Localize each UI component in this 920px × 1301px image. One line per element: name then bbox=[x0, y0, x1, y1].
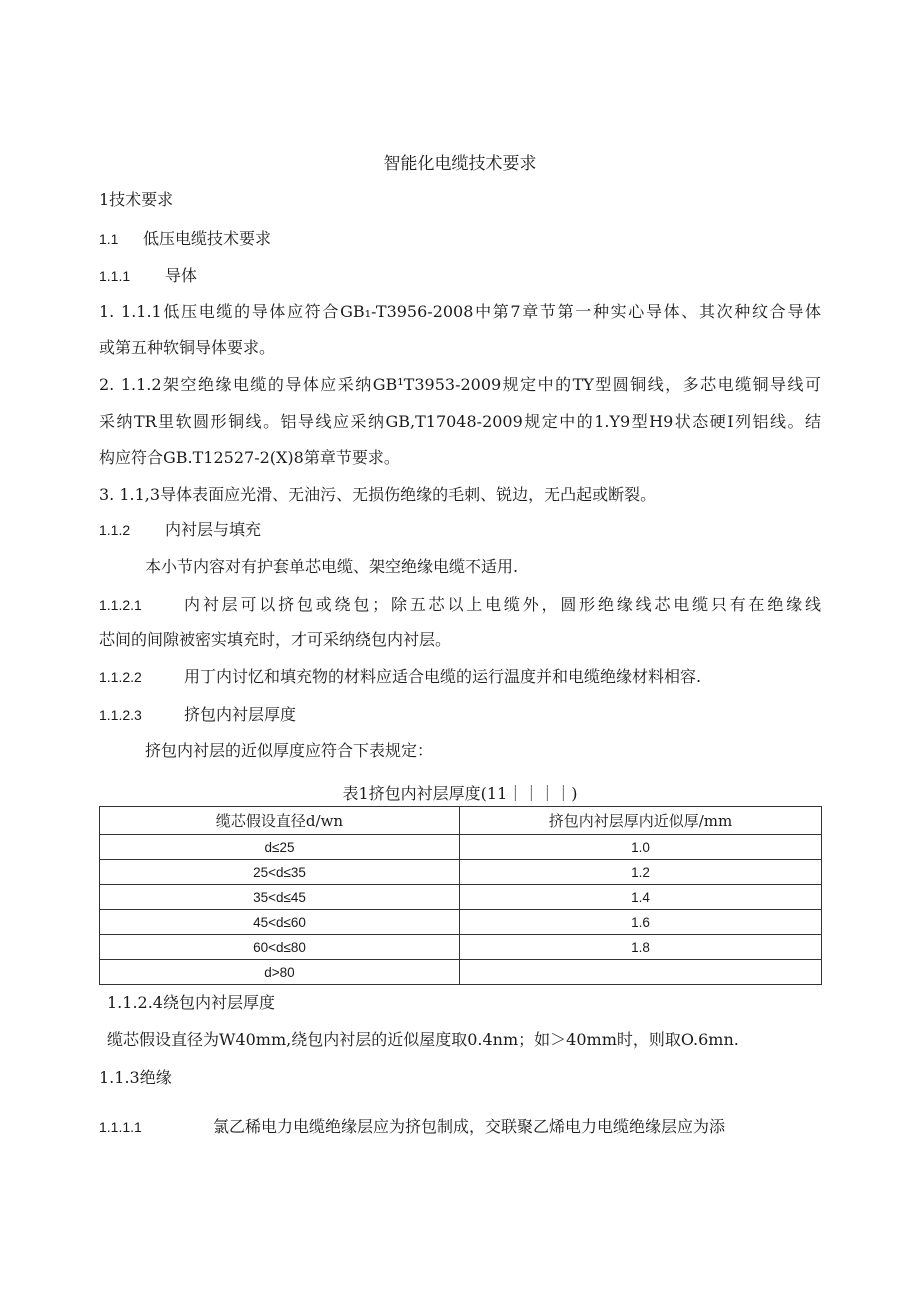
paragraph-3: 3. 1.1,3导体表面应光滑、无油污、无损伤绝缘的毛刺、锐边，无凸起或断裂。 bbox=[99, 485, 657, 504]
section-1-1-1-heading: 导体 bbox=[165, 266, 198, 285]
table-row bbox=[100, 860, 822, 885]
paragraph-1-line-2: 或第五种软铜导体要求。 bbox=[99, 338, 276, 357]
paragraph-1-line-1: 1. 1.1.1低压电缆的导体应符合GB₁-T3956-2008中第7章节第一种实心导体、其次种纹合导体 bbox=[99, 302, 821, 321]
paragraph-5: 挤包内衬层的近似厚度应符合下表规定： bbox=[145, 741, 434, 760]
section-1-1-2-3-number: 1.1.2.3 bbox=[99, 707, 142, 723]
paragraph-2-line-1: 2. 1.1.2架空绝缘电缆的导体应采纳GB¹T3953-2009规定中的TY型圆铜线，多芯电缆铜导线可 bbox=[99, 375, 821, 394]
table-row bbox=[100, 960, 822, 985]
paragraph-2-line-2: 采纳TR里软圆形铜线。铝导线应采纳GB,T17048-2009规定中的1.Y9型H9状态硬I列铝线。结 bbox=[99, 412, 821, 431]
table-cell: 60<d≤80 bbox=[100, 935, 460, 960]
table-row bbox=[100, 885, 822, 910]
page-title: 智能化电缆技术要求 bbox=[383, 154, 537, 174]
table-cell bbox=[460, 960, 822, 985]
section-1-1-2-3-heading: 挤包内衬层厚度 bbox=[184, 705, 297, 724]
section-1-1-2-2-number: 1.1.2.2 bbox=[99, 669, 142, 685]
table-header-thickness: 挤包内衬层厚内近似厚/mm bbox=[460, 807, 822, 835]
section-1-1-1-1-number: 1.1.1.1 bbox=[99, 1119, 142, 1135]
table-cell: 1.0 bbox=[460, 835, 822, 860]
paragraph-6: 缆芯假设直径为W40mm,绕包内衬层的近似屋度取0.4nm；如＞40mm时，则取O.6mn. bbox=[107, 1030, 739, 1049]
table-cell: 1.2 bbox=[460, 860, 822, 885]
section-1-heading: 1技术要求 bbox=[99, 190, 174, 209]
table-cell: d≤25 bbox=[100, 835, 460, 860]
table-cell: 25<d≤35 bbox=[100, 860, 460, 885]
section-1-1-2-1-line-2: 芯间的间隙被密实填充时，才可采纳绕包内衬层。 bbox=[99, 630, 452, 649]
table-header-row bbox=[100, 807, 822, 835]
thickness-table bbox=[99, 806, 822, 985]
table-cell: 1.6 bbox=[460, 910, 822, 935]
section-1-1-1-1-text: 氯乙稀电力电缆绝缘层应为挤包制成，交联聚乙烯电力电缆绝缘层应为添 bbox=[213, 1117, 726, 1136]
table-cell: 35<d≤45 bbox=[100, 885, 460, 910]
table-cell: 45<d≤60 bbox=[100, 910, 460, 935]
section-1-1-3-heading: 1.1.3绝缘 bbox=[99, 1068, 172, 1087]
table-cell: d>80 bbox=[100, 960, 460, 985]
table-cell: 1.4 bbox=[460, 885, 822, 910]
section-1-1-2-2-text: 用丁内讨忆和填充物的材料应适合电缆的运行温度并和电缆绝缘材料相容. bbox=[184, 667, 702, 686]
table-cell: 1.8 bbox=[460, 935, 822, 960]
section-1-1-2-heading: 内衬层与填充 bbox=[165, 520, 262, 539]
paragraph-4: 本小节内容对有护套单芯电缆、架空绝缘电缆不适用. bbox=[145, 557, 519, 576]
table-row bbox=[100, 935, 822, 960]
section-1-1-2-1-number: 1.1.2.1 bbox=[99, 597, 142, 613]
paragraph-2-line-3: 构应符合GB.T12527-2(X)8第章节要求。 bbox=[99, 448, 400, 467]
section-1-1-2-number: 1.1.2 bbox=[99, 522, 131, 538]
table-header-diameter: 缆芯假设直径d/wn bbox=[100, 807, 460, 835]
section-1-1-1-number: 1.1.1 bbox=[99, 268, 131, 284]
section-1-1-2-4-heading: 1.1.2.4绕包内衬层厚度 bbox=[107, 993, 275, 1012]
section-1-1-number: 1.1 bbox=[99, 231, 119, 247]
section-1-1-heading: 低压电缆技术要求 bbox=[143, 229, 272, 248]
table-caption: 表1挤包内衬层厚度(11｜｜｜｜) bbox=[342, 784, 578, 803]
table-row bbox=[100, 910, 822, 935]
table-row bbox=[100, 835, 822, 860]
section-1-1-2-1-line-1: 内衬层可以挤包或绕包；除五芯以上电缆外，圆形绝缘线芯电缆只有在绝缘线 bbox=[184, 595, 821, 614]
